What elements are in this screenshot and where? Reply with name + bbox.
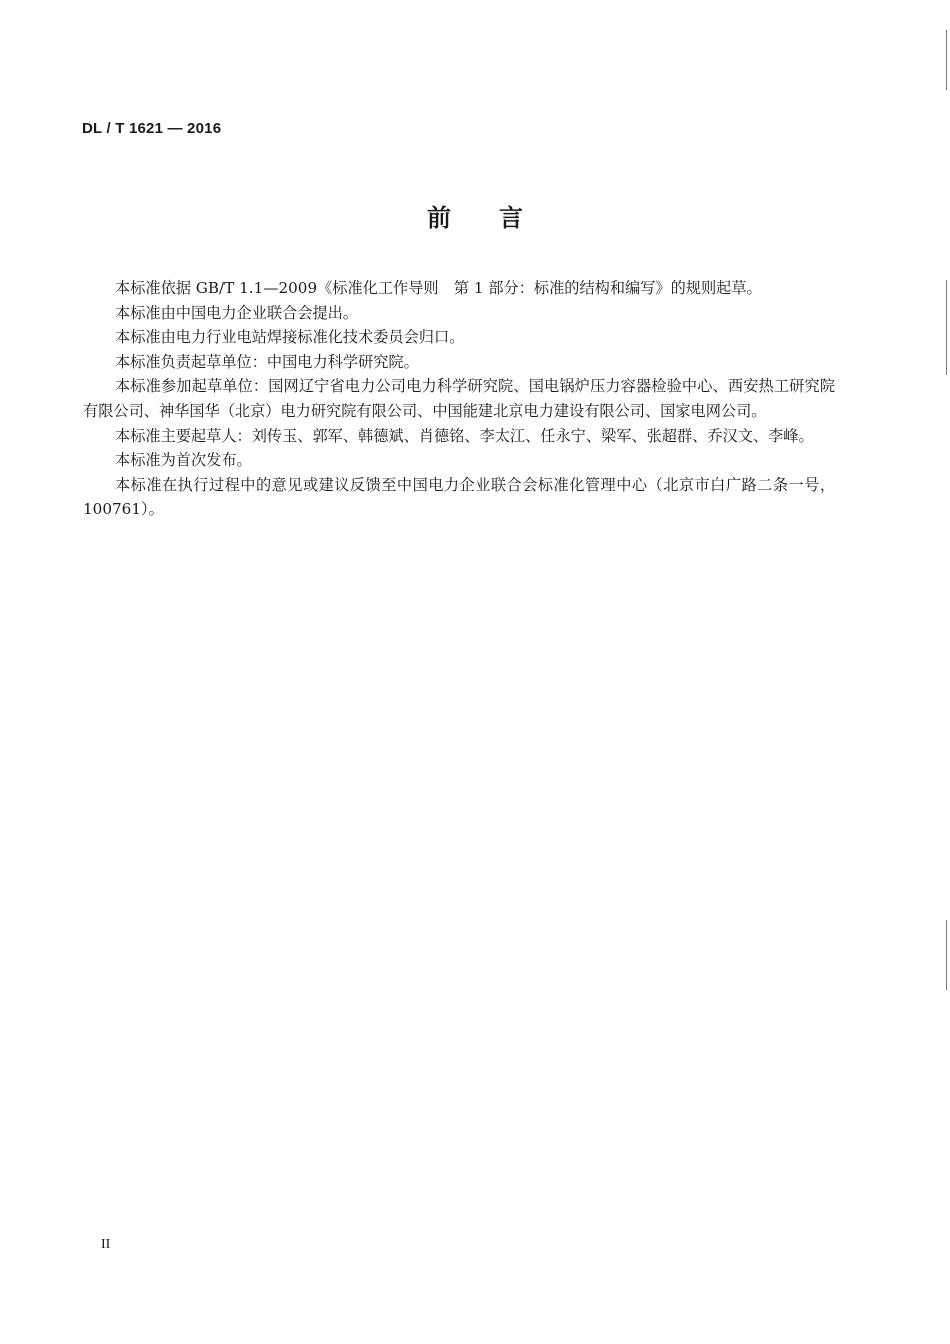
paragraph-first-release: 本标准为首次发布。 [115, 451, 252, 470]
scan-edge-mark [946, 920, 947, 990]
scan-edge-mark [946, 30, 947, 90]
paragraph-committee: 本标准由电力行业电站焊接标准化技术委员会归口。 [115, 328, 465, 347]
page-number: II [101, 1237, 111, 1252]
paragraph-main-drafters: 本标准主要起草人：刘传玉、郭军、韩德斌、肖德铭、李太江、任永宁、梁军、张超群、乔汉文、李峰。 [115, 426, 814, 445]
paragraph-lead-drafter: 本标准负责起草单位：中国电力科学研究院。 [115, 352, 419, 371]
paragraph-proposer: 本标准由中国电力企业联合会提出。 [115, 303, 358, 322]
paragraph-feedback: 本标准在执行过程中的意见或建议反馈至中国电力企业联合会标准化管理中心（北京市白广路二条一号，100761）。 [83, 475, 835, 519]
document-code: DL / T 1621 — 2016 [82, 120, 222, 137]
paragraph-drafting-rules: 本标准依据 GB/T 1.1—2009《标准化工作导则 第 1 部分：标准的结构和编写》的规则起草。 [115, 279, 762, 297]
paragraph-participating-units: 本标准参加起草单位：国网辽宁省电力公司电力科学研究院、国电锅炉压力容器检验中心、西安热工研究院有限公司、神华国华（北京）电力研究院有限公司、中国能建北京电力建设有限公司、国家电网公司。 [83, 377, 835, 420]
scan-edge-mark [946, 280, 947, 375]
page-title: 前 言 [427, 204, 523, 232]
foreword-body [83, 276, 835, 522]
